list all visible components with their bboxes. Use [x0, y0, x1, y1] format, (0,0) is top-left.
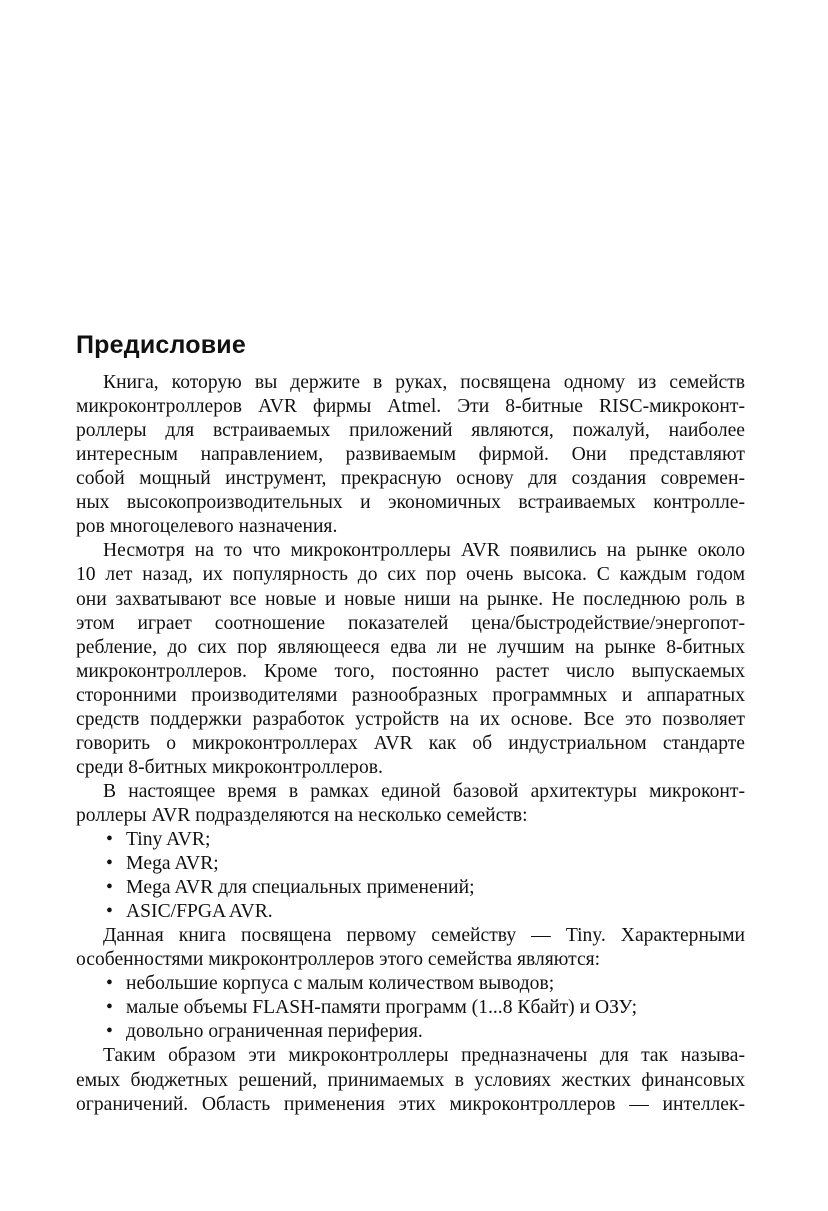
text-line: В настоящее время в рамках единой базовой архитектуры микроконт-	[103, 780, 745, 802]
text-line: собой мощный инструмент, прекрасную основу для создания современ-	[76, 468, 745, 490]
bullet-text: Tiny AVR;	[126, 829, 211, 850]
text-line: средств поддержки разработок устройств на их основе. Все это позволяет	[76, 708, 745, 730]
bullet-mark: •	[106, 1021, 113, 1043]
bullet-mark: •	[106, 973, 113, 995]
bullet-list-item	[76, 900, 745, 924]
bullet-list-item	[76, 876, 745, 900]
bullet-list-item	[76, 972, 745, 996]
bullet-list-item	[76, 828, 745, 852]
bullet-text: Mega AVR;	[126, 853, 219, 874]
chapter-heading: Предисловие	[76, 331, 246, 359]
text-line: говорить о микроконтроллерах AVR как об индустриальном стандарте	[76, 732, 745, 754]
bullet-mark: •	[106, 997, 113, 1019]
bullet-mark: •	[106, 901, 113, 923]
bullet-list-item	[76, 1020, 745, 1044]
text-line: 10 лет назад, их популярность до сих пор очень высока. С каждым годом	[76, 564, 745, 586]
bullet-text: небольшие корпуса с малым количеством выводов;	[126, 973, 555, 995]
bullet-text: ASIC/FPGA AVR.	[126, 901, 273, 923]
text-line: ограничений. Область применения этих микроконтроллеров — интеллек-	[76, 1093, 745, 1115]
text-line: роллеры для встраиваемых приложений являются, пожалуй, наиболее	[76, 420, 745, 442]
text-line: Несмотря на то что микроконтроллеры AVR появились на рынке около	[103, 540, 745, 562]
text-line: Данная книга посвящена первому семейству — Tiny. Характерными	[103, 925, 745, 947]
text-line: этом играет соотношение показателей цена/быстродействие/энергопот-	[76, 612, 745, 634]
text-line: микроконтроллеров. Кроме того, постоянно растет число выпускаемых	[76, 660, 745, 682]
text-line: Книга, которую вы держите в руках, посвящена одному из семейств	[103, 372, 745, 393]
text-line: микроконтроллеров AVR фирмы Atmel. Эти 8-битные RISC-микроконт-	[76, 396, 745, 418]
bullet-text: малые объемы FLASH-памяти программ (1...8 Кбайт) и ОЗУ;	[126, 997, 638, 1019]
bullet-text: Mega AVR для специальных применений;	[126, 877, 475, 898]
bullet-mark: •	[106, 853, 113, 874]
text-line: интересным направлением, развиваемым фирмой. Они представляют	[76, 444, 745, 466]
bullet-text: довольно ограниченная периферия.	[126, 1021, 423, 1043]
text-line: сторонними производителями разнообразных программных и аппаратных	[76, 684, 745, 706]
text-line: ров многоцелевого назначения.	[76, 516, 338, 538]
text-line: емых бюджетных решений, принимаемых в условиях жестких финансовых	[76, 1069, 745, 1091]
text-line: среди 8-битных микроконтроллеров.	[76, 756, 383, 778]
text-line: они захватывают все новые и новые ниши на рынке. Не последнюю роль в	[76, 588, 745, 610]
text-line: ных высокопроизводительных и экономичных встраиваемых контролле-	[76, 492, 745, 514]
text-line: ребление, до сих пор являющееся едва ли не лучшим на рынке 8-битных	[76, 636, 745, 658]
text-line: Таким образом эти микроконтроллеры предназначены для так называ-	[103, 1045, 745, 1067]
text-line: особенностями микроконтроллеров этого семейства являются:	[76, 949, 601, 971]
bullet-mark: •	[106, 877, 113, 898]
text-line: роллеры AVR подразделяются на несколько семейств:	[76, 804, 528, 826]
bullet-list-item	[76, 852, 745, 876]
bullet-mark: •	[106, 829, 113, 850]
bullet-list-item	[76, 996, 745, 1020]
